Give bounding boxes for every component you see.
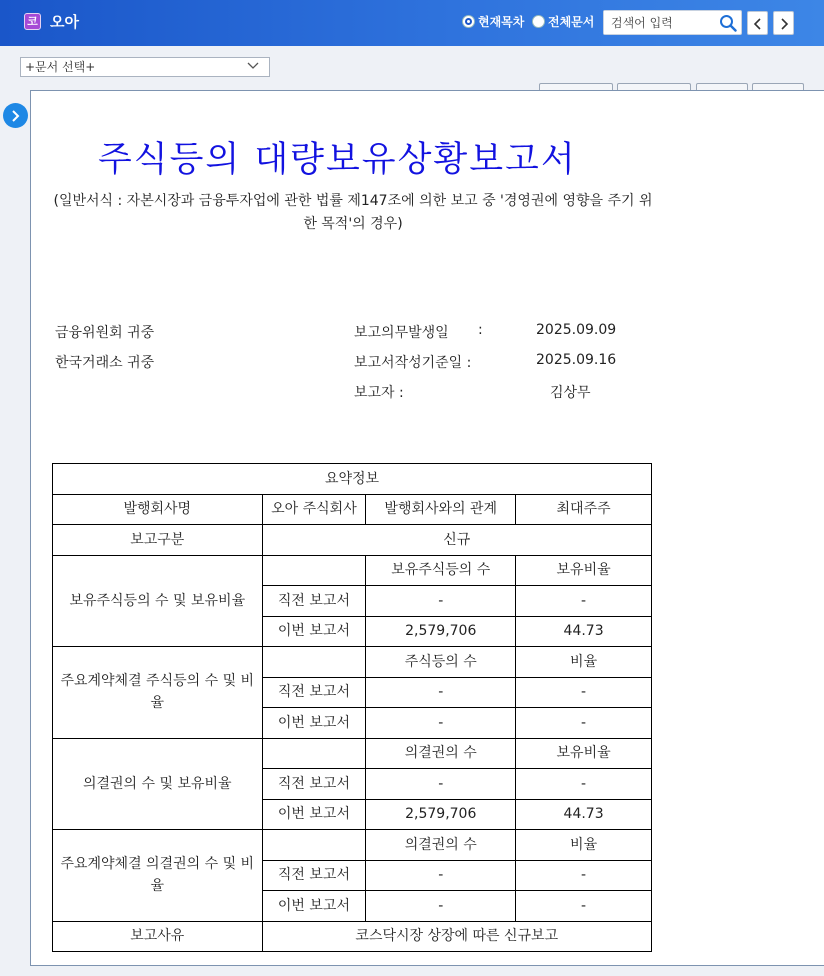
document-title: 주식등의 대량보유상황보고서 [98, 140, 577, 180]
reporter-label: 보고자 : [354, 385, 404, 401]
document-subtitle: (일반서식 : 자본시장과 금융투자업에 관한 법률 제147조에 의한 보고 중 '경영권에 영향을 주기 위한 목적'의 경우) [53, 193, 653, 232]
table-cell: 2,579,706 [366, 616, 516, 647]
prev-report-label: 직전 보고서 [262, 860, 366, 891]
table-row [53, 921, 652, 952]
obligation-date: 2025.09.09 [536, 322, 617, 338]
search-box [603, 10, 742, 35]
empty-cell [262, 738, 366, 769]
column-header: 의결권의 수 [366, 830, 516, 861]
scope-current-radio[interactable] [462, 13, 524, 30]
addressee-krx: 한국거래소 귀중 [55, 355, 155, 371]
report-type-value: 신규 [262, 525, 651, 556]
table-row [53, 555, 652, 586]
radio-unselected-icon [532, 15, 545, 28]
table-cell: - [516, 586, 652, 617]
table-row [53, 647, 652, 678]
table-cell: - [516, 677, 652, 708]
reporter-name: 김상무 [550, 385, 591, 401]
scope-current-label: 현재목차 [478, 15, 525, 29]
summary-table [52, 463, 652, 952]
table-cell: - [516, 708, 652, 739]
table-cell: - [516, 891, 652, 922]
prev-report-label: 직전 보고서 [262, 586, 366, 617]
curr-report-label: 이번 보고서 [262, 616, 366, 647]
empty-cell [262, 555, 366, 586]
scope-all-label: 전체문서 [548, 15, 595, 29]
prev-result-button[interactable] [747, 11, 768, 35]
prev-report-label: 직전 보고서 [262, 769, 366, 800]
chevron-left-icon [753, 18, 763, 30]
table-cell: - [516, 769, 652, 800]
search-icon[interactable] [719, 14, 737, 32]
section-label: 주요계약체결 주식등의 수 및 비율 [53, 647, 263, 739]
next-result-button[interactable] [773, 11, 794, 35]
company-name: 오아 [50, 13, 79, 31]
table-row [53, 464, 652, 495]
empty-cell [262, 830, 366, 861]
table-row [53, 830, 652, 861]
table-cell: 2,579,706 [366, 799, 516, 830]
search-input[interactable] [604, 11, 714, 34]
column-header: 보유비율 [516, 738, 652, 769]
table-row [53, 525, 652, 556]
chevron-right-icon [779, 18, 789, 30]
report-type-label: 보고구분 [53, 525, 263, 556]
curr-report-label: 이번 보고서 [262, 891, 366, 922]
header-bar [0, 0, 824, 46]
reason-label: 보고사유 [53, 921, 263, 952]
table-row [53, 738, 652, 769]
table-cell: - [366, 586, 516, 617]
toc-toggle-button[interactable] [3, 103, 28, 128]
table-cell: - [366, 860, 516, 891]
chevron-right-icon [11, 110, 21, 122]
table-row [53, 494, 652, 525]
column-header: 비율 [516, 647, 652, 678]
section-label: 보유주식등의 수 및 보유비율 [53, 555, 263, 647]
document-select-value: +문서 선택+ [25, 60, 96, 74]
curr-report-label: 이번 보고서 [262, 708, 366, 739]
column-header: 주식등의 수 [366, 647, 516, 678]
scope-all-radio[interactable] [532, 13, 594, 30]
base-date-label: 보고서작성기준일 : [354, 355, 472, 371]
section-label: 주요계약체결 의결권의 수 및 비율 [53, 830, 263, 922]
table-cell: 44.73 [516, 616, 652, 647]
app-logo-icon: 코 [24, 13, 41, 30]
relation-label: 발행회사와의 관계 [366, 494, 516, 525]
table-cell: - [366, 708, 516, 739]
addressee-fsc: 금융위원회 귀중 [55, 325, 155, 341]
column-header: 비율 [516, 830, 652, 861]
base-date: 2025.09.16 [536, 352, 617, 368]
column-header: 보유비율 [516, 555, 652, 586]
curr-report-label: 이번 보고서 [262, 799, 366, 830]
table-cell: - [366, 891, 516, 922]
section-label: 의결권의 수 및 보유비율 [53, 738, 263, 830]
column-header: 의결권의 수 [366, 738, 516, 769]
relation-value: 최대주주 [516, 494, 652, 525]
obligation-date-label: 보고의무발생일 [354, 325, 449, 341]
issuer-label: 발행회사명 [53, 494, 263, 525]
table-cell: - [366, 677, 516, 708]
reason-value: 코스닥시장 상장에 따른 신규보고 [262, 921, 651, 952]
document-page [30, 90, 824, 966]
chevron-down-icon [247, 62, 259, 70]
column-header: 보유주식등의 수 [366, 555, 516, 586]
document-select[interactable] [20, 57, 270, 77]
empty-cell [262, 647, 366, 678]
issuer-value: 오아 주식회사 [262, 494, 366, 525]
radio-selected-icon [462, 15, 475, 28]
summary-heading: 요약정보 [53, 464, 652, 495]
table-cell: 44.73 [516, 799, 652, 830]
table-cell: - [366, 769, 516, 800]
table-cell: - [516, 860, 652, 891]
obligation-date-separator: : [478, 322, 483, 338]
prev-report-label: 직전 보고서 [262, 677, 366, 708]
